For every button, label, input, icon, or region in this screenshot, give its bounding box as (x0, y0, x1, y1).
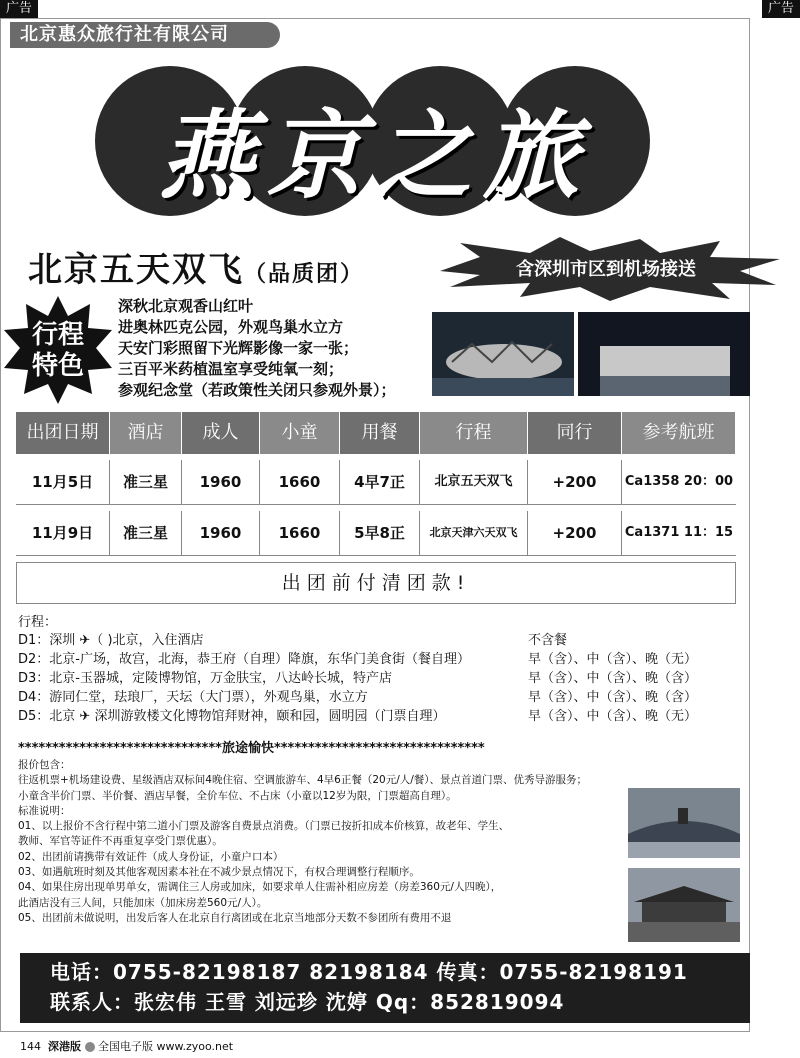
itinerary-day (18, 708, 738, 727)
logo-icon (85, 1042, 95, 1052)
notes (18, 758, 618, 926)
cell-flight: Ca1358 20：00 (624, 474, 734, 489)
divider-line: ******************************旅途愉快******************************* (18, 741, 485, 756)
cell-child: 1660 (260, 460, 340, 504)
itinerary-day (18, 689, 738, 708)
day-meals: 早（含）、中（含）、晚（含） (528, 690, 698, 705)
payment-note: 出团前付清团款! (16, 562, 736, 604)
price-line: 小童含半价门票、半价餐、酒店早餐，全价车位、不占床（小童以12岁为限，门票超高自理）。 (18, 789, 457, 802)
itinerary-day (18, 670, 738, 689)
badge-line-1: 行程 (31, 320, 84, 350)
cell-hotel: 准三星 (110, 460, 182, 504)
day-route: D2：北京-广场，故宫，北海，恭王府（自理）降旗，东华门美食街（餐自理） (18, 652, 470, 667)
badge-text (22, 320, 94, 382)
itinerary-label: 行程： (18, 615, 58, 630)
cell-peer: +200 (528, 511, 622, 555)
cell-route: 北京天津六天双飞 (420, 511, 528, 555)
day-meals: 早（含）、中（含）、晚（无） (528, 652, 698, 667)
cell-child: 1660 (260, 511, 340, 555)
col-header: 参考航班 (622, 412, 736, 454)
ad-label-left: 广告 (0, 0, 38, 18)
std-line: 03、如遇航班时刻及其他客观因素本社在不减少景点情况下，有权合理调整行程顺序。 (18, 866, 420, 879)
cell-meals: 5早8正 (340, 511, 420, 555)
std-line: 此酒店没有三人间，只能加床（加床房差560元/人）。 (18, 896, 268, 909)
cell-route: 北京五天双飞 (420, 460, 528, 504)
burst-text: 含深圳市区到机场接送 (516, 259, 696, 280)
cell-flight: Ca1371 11：15 (624, 525, 734, 540)
cell-date: 11月9日 (16, 511, 110, 555)
day-meals: 早（含）、中（含）、晚（无） (528, 709, 698, 724)
std-line: 05、出团前未做说明，出发后客人在北京自行离团或在北京当地部分天数不参团所有费用不退 (18, 911, 452, 924)
cell-peer: +200 (528, 460, 622, 504)
cell-date: 11月5日 (16, 460, 110, 504)
col-header: 成人 (182, 412, 260, 454)
std-label: 标准说明： (18, 804, 71, 817)
page-footer (20, 1038, 233, 1054)
day-route: D5：北京 ✈ 深圳游敦楼文化博物馆拜财神，颐和园，圆明园（门票自理） (18, 709, 446, 724)
col-header: 用餐 (340, 412, 420, 454)
std-line: 01、以上报价不含行程中第二道小门票及游客自费景点消费。（门票已按折扣成本价核算，故老年、学生、 (18, 820, 510, 833)
ad-label-right: 广告 (762, 0, 800, 18)
page-number: 144 (20, 1040, 41, 1053)
feature-item: 深秋北京观香山红叶 (118, 297, 254, 315)
forbidden-city-photo (628, 868, 740, 942)
day-route: D3：北京-玉器城，定陵博物馆，万金肤宝，八达岭长城，特产店 (18, 671, 392, 686)
contact-line: 联系人：张宏伟 王雪 刘远珍 沈婷 Qq：852819094 (50, 990, 565, 1014)
cell-adult: 1960 (182, 511, 260, 555)
tour-name: 北京五天双飞 (28, 250, 244, 290)
table-header (16, 412, 736, 454)
col-header: 酒店 (110, 412, 182, 454)
col-header: 行程 (420, 412, 528, 454)
cell-meals: 4早7正 (340, 460, 420, 504)
itinerary-day (18, 632, 738, 651)
main-title: 燕京之旅 (159, 100, 591, 212)
itinerary-day (18, 651, 738, 670)
std-line: 教师、军官等证件不再重复享受门票优惠）。 (18, 835, 223, 848)
itinerary (18, 614, 738, 727)
contact-footer (20, 953, 750, 1023)
schedule-table (16, 412, 736, 604)
features-list (118, 296, 396, 401)
feature-item: 进奥林匹克公园，外观鸟巢水立方 (118, 318, 344, 336)
summer-palace-photo (628, 788, 740, 858)
std-line: 02、出团前请携带有效证件（成人身份证，小童户口本） (18, 850, 284, 863)
edition-label: 深港版 (48, 1040, 81, 1053)
site-link[interactable]: 全国电子版 www.zyoo.net (98, 1040, 234, 1053)
phone-line: 电话：0755-82198187 82198184 传真：0755-82198191 (50, 960, 688, 984)
feature-item: 参观纪念堂（若政策性关闭只参观外景）； (118, 381, 396, 399)
company-name: 北京惠众旅行社有限公司 (10, 22, 280, 48)
col-header: 出团日期 (16, 412, 110, 454)
col-header: 小童 (260, 412, 340, 454)
day-route: D1：深圳 ✈（ )北京，入住酒店 (18, 633, 204, 648)
day-meals: 早（含）、中（含）、晚（含） (528, 671, 698, 686)
col-header: 同行 (528, 412, 622, 454)
feature-item: 三百平米药植温室享受纯氧一刻； (118, 360, 344, 378)
table-row (16, 511, 736, 556)
day-route: D4：游同仁堂，珐琅厂，天坛（大门票），外观鸟巢，水立方 (18, 690, 368, 705)
tour-grade: （品质团） (244, 262, 365, 287)
day-meals: 不含餐 (528, 633, 568, 648)
birds-nest-photo (432, 312, 574, 396)
cell-adult: 1960 (182, 460, 260, 504)
water-cube-photo (578, 312, 750, 396)
price-line: 往返机票+机场建设费、星级酒店双标间4晚住宿、空调旅游车、4早6正餐（20元/人/餐）、景点首道门票、优秀导游服务； (18, 774, 588, 787)
table-row (16, 460, 736, 505)
badge-line-2: 特色 (31, 351, 84, 381)
tour-subtitle (28, 242, 364, 291)
std-line: 04、如果住房出现单男单女，需调住三人房或加床，如要求单人住需补相应房差（房差360元/人四晚）， (18, 881, 502, 894)
cell-hotel: 准三星 (110, 511, 182, 555)
price-label: 报价包含： (18, 759, 71, 771)
feature-item: 天安门彩照留下光辉影像一家一张； (118, 339, 359, 357)
